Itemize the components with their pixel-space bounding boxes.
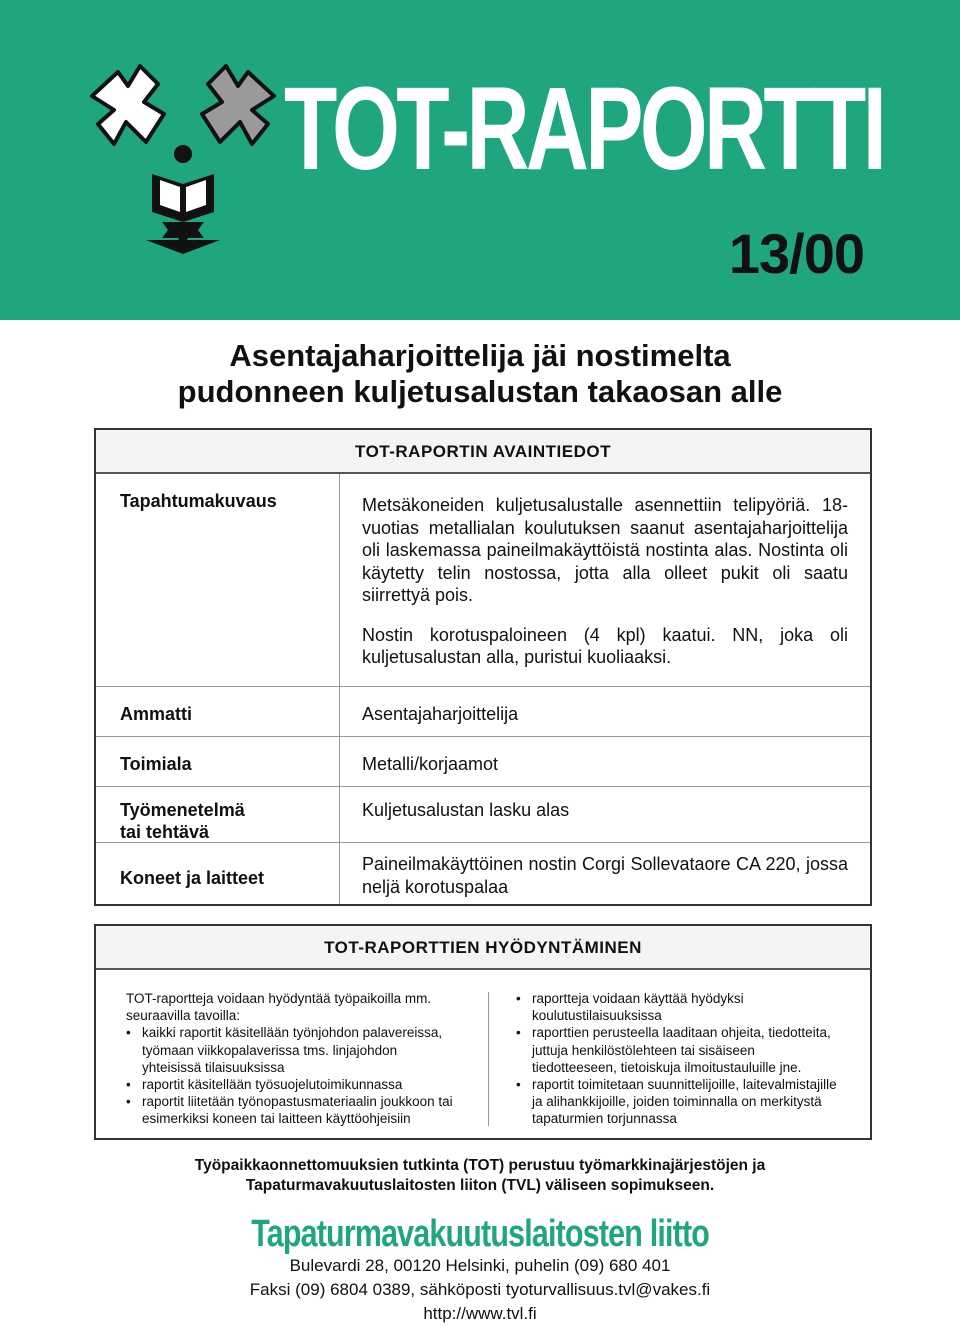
agreement-note-line2: Tapaturmavakuutuslaitosten liiton (TVL) väliseen sopimukseen. bbox=[245, 1177, 715, 1194]
usage-left-list bbox=[126, 1024, 458, 1127]
table-row bbox=[96, 686, 870, 736]
list-item: • raportit liitetään työnopastusmateriaalin joukkoon tai esimerkiksi koneen tai laitteen käyttöohjeisiin bbox=[126, 1093, 458, 1127]
usage-right-column bbox=[516, 990, 842, 1128]
list-item: • raportteja voidaan käyttää hyödyksi koulutustilaisuuksissa bbox=[516, 990, 842, 1024]
list-item: • raportit käsitellään työsuojelutoimikunnassa bbox=[126, 1076, 458, 1093]
row-value: Metalli/korjaamot bbox=[362, 754, 499, 774]
fax-email: Faksi (09) 6804 0389, sähköposti tyoturvallisuus.tvl@vakes.fi bbox=[249, 1280, 711, 1299]
row-label: Tapahtumakuvaus bbox=[120, 491, 277, 511]
row-value: Asentajaharjoittelija bbox=[362, 704, 519, 724]
usage-box bbox=[94, 924, 872, 1140]
address: Bulevardi 28, 00120 Helsinki, puhelin (09) 680 401 bbox=[289, 1256, 671, 1275]
header-band bbox=[0, 0, 960, 320]
table-row bbox=[96, 842, 870, 904]
usage-right-list bbox=[516, 990, 842, 1128]
key-facts-heading: TOT-RAPORTIN AVAINTIEDOT bbox=[96, 430, 870, 474]
report-title bbox=[0, 338, 960, 410]
list-item: • kaikki raportit käsitellään työnjohdon palavereissa, työmaan viikkopalaverissa tms. linjajohdon yhteisissä tilaisuuksissa bbox=[126, 1024, 458, 1076]
row-label bbox=[120, 799, 245, 843]
row-label-line1: Työmenetelmä bbox=[120, 800, 245, 820]
usage-heading: TOT-RAPORTTIEN HYÖDYNTÄMINEN bbox=[96, 926, 870, 970]
agreement-note-line1: Työpaikkaonnettomuuksien tutkinta (TOT) perustuu työmarkkinajärjestöjen ja bbox=[194, 1157, 766, 1174]
website-link[interactable]: http://www.tvl.fi bbox=[423, 1304, 537, 1323]
row-label-line2: tai tehtävä bbox=[120, 822, 210, 842]
table-row bbox=[96, 736, 870, 786]
issue-number: 13/00 bbox=[728, 222, 864, 285]
usage-intro: TOT-raportteja voidaan hyödyntää työpaikoilla mm. seuraavilla tavoilla: bbox=[126, 991, 432, 1024]
organization-name-text: Tapaturmavakuutuslaitosten liitto bbox=[251, 1213, 709, 1255]
organization-name bbox=[0, 1212, 960, 1256]
agreement-note bbox=[0, 1156, 960, 1196]
usage-left-column bbox=[126, 990, 458, 1128]
key-facts-table bbox=[94, 428, 872, 906]
report-title-line1: Asentajaharjoittelija jäi nostimelta bbox=[229, 338, 731, 373]
report-title-line2: pudonneen kuljetusalustan takaosan alle bbox=[177, 374, 783, 409]
row-value bbox=[362, 494, 848, 669]
table-row bbox=[96, 474, 870, 686]
row-label: Toimiala bbox=[120, 754, 192, 774]
contact-info bbox=[0, 1254, 960, 1326]
brand-title: TOT-RAPORTTI bbox=[284, 63, 884, 195]
row-label: Ammatti bbox=[120, 704, 193, 724]
list-item: • raporttien perusteella laaditaan ohjeita, tiedotteita, juttuja henkilöstölehteen tai sisäiseen tiedotteeseen, tietoiskuja ilmoitustauluille jne. bbox=[516, 1024, 842, 1076]
incident-description-p1: Metsäkoneiden kuljetusalustalle asennettiin telipyöriä. 18-vuotias metallialan koulutuksen saanut asentajaharjoittelija oli laskemassa paineilmakäyttöistä nostinta alas. Nostinta oli käytetty telin nostossa, jotta alla olleet pukit oli saatu siirrettyä pois. bbox=[362, 495, 848, 605]
row-value: Paineilmakäyttöinen nostin Corgi Sollevataore CA 220, jossa neljä korotuspalaa bbox=[362, 854, 848, 897]
list-item: • raportit toimitetaan suunnittelijoille, laitevalmistajille ja alihankkijoille, joiden toiminnalla on merkitystä tapaturmien torjunnassa bbox=[516, 1076, 842, 1128]
tot-logo-icon bbox=[88, 62, 278, 256]
incident-description-p2: Nostin korotuspaloineen (4 kpl) kaatui. NN, joka oli kuljetusalustan alla, puristui kuoliaaksi. bbox=[362, 624, 848, 667]
row-label: Koneet ja laitteet bbox=[120, 868, 265, 888]
column-divider bbox=[488, 992, 489, 1126]
table-row bbox=[96, 786, 870, 842]
row-value: Kuljetusalustan lasku alas bbox=[362, 800, 570, 820]
